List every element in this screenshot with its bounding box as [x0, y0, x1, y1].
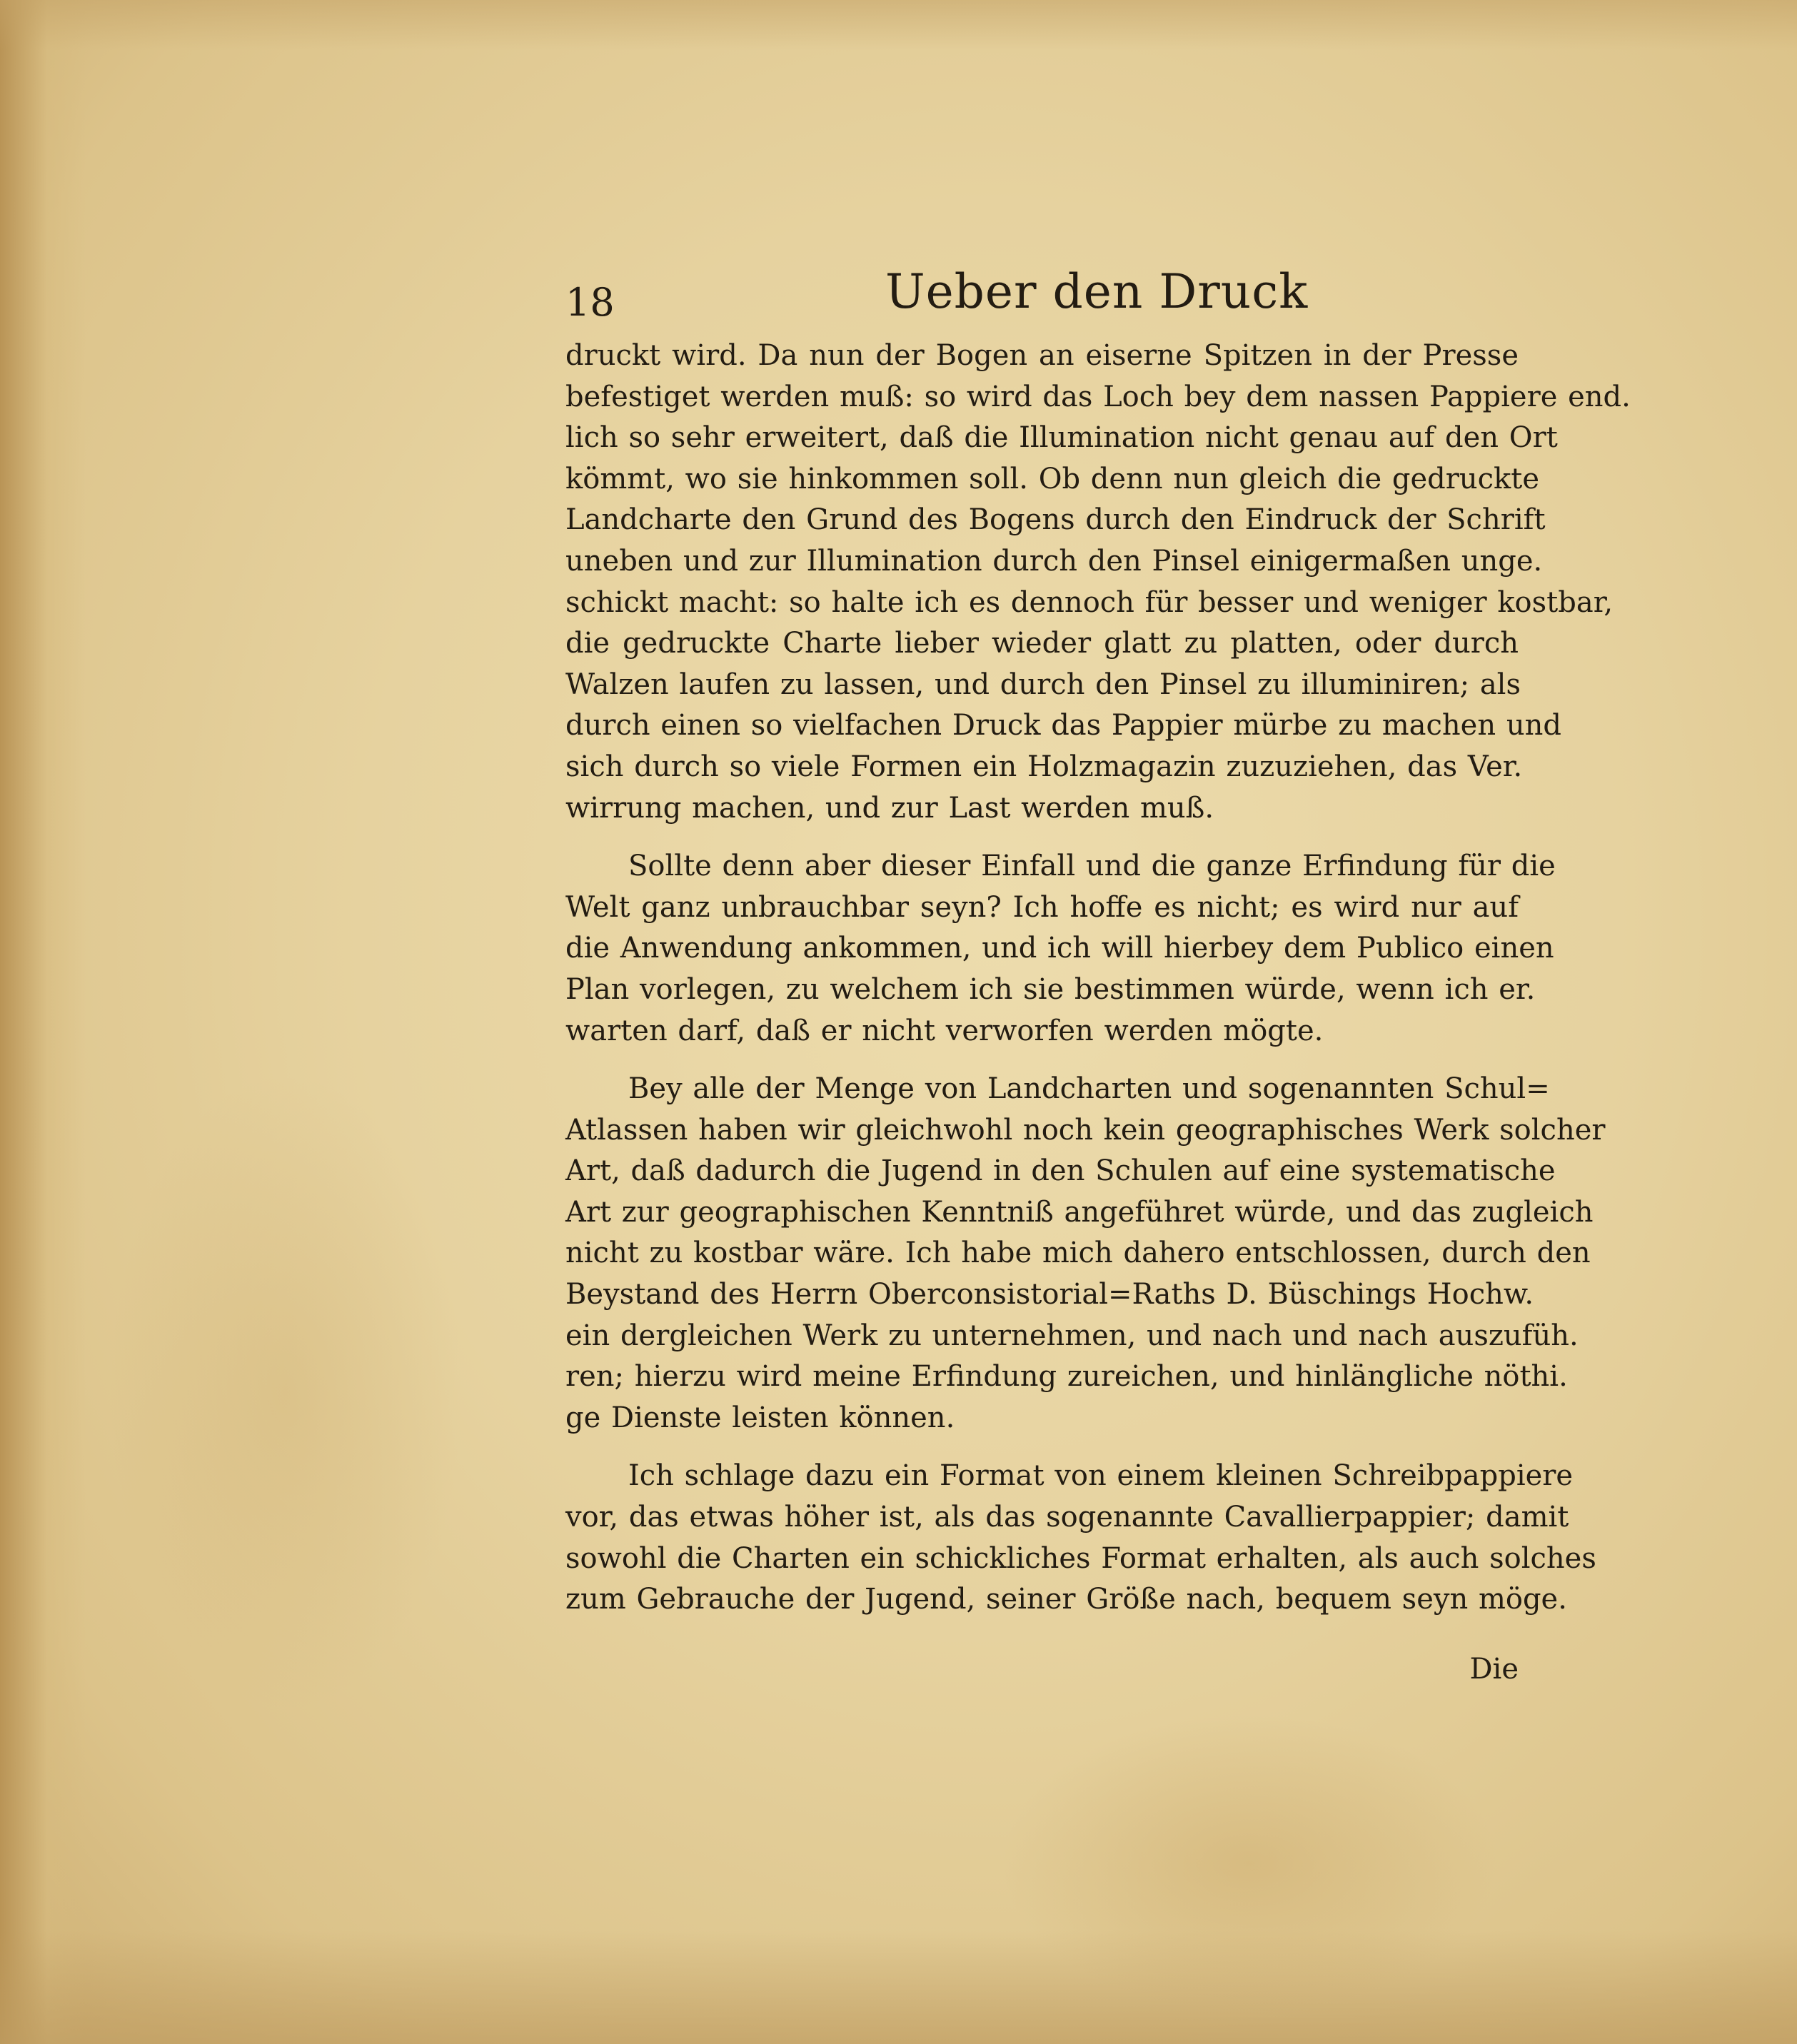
- text-block: [565, 264, 1631, 1686]
- paper-edge-top: [0, 0, 1797, 50]
- text-line: Art, daß dadurch die Jugend in den Schulen auf eine systematische: [565, 1154, 1556, 1188]
- catchword: Die: [1469, 1653, 1519, 1686]
- text-line: Landcharte den Grund des Bogens durch den Eindruck der Schrift: [565, 503, 1546, 537]
- paragraph: [565, 846, 1556, 1052]
- text-line: ren; hierzu wird meine Erfindung zureichen, und hinlängliche nöthi.: [565, 1360, 1568, 1394]
- text-line: lich so sehr erweitert, daß die Illumination nicht genau auf den Ort: [565, 421, 1558, 455]
- text-line: nicht zu kostbar wäre. Ich habe mich dahero entschlossen, durch den: [565, 1237, 1591, 1270]
- text-line: die gedruckte Charte lieber wieder glatt zu platten, oder durch: [565, 627, 1519, 660]
- text-line: druckt wird. Da nun der Bogen an eiserne Spitzen in der Presse: [565, 339, 1519, 372]
- text-line: ge Dienste leisten können.: [565, 1401, 955, 1434]
- text-line: die Anwendung ankommen, und ich will hierbey dem Publico einen: [565, 932, 1554, 965]
- text-line: Ich schlage dazu ein Format von einem kleinen Schreibpappiere: [628, 1459, 1574, 1493]
- text-line: kömmt, wo sie hinkommen soll. Ob denn nun gleich die gedruckte: [565, 462, 1540, 495]
- text-line: zum Gebrauche der Jugend, seiner Größe nach, bequem seyn möge.: [565, 1583, 1567, 1616]
- page-number: 18: [565, 280, 615, 325]
- text-line: Welt ganz unbrauchbar seyn? Ich hoffe es nicht; es wird nur auf: [565, 890, 1519, 924]
- text-line: uneben und zur Illumination durch den Pinsel einigermaßen unge.: [565, 544, 1543, 578]
- paragraph: [565, 336, 1631, 829]
- paragraph-gap: [565, 1439, 1519, 1456]
- text-line: schickt macht: so halte ich es dennoch für besser und weniger kostbar,: [565, 585, 1614, 619]
- text-line: Beystand des Herrn Oberconsistorial=Raths D. Büschings Hochw.: [565, 1278, 1534, 1312]
- text-line: wirrung machen, und zur Last werden muß.: [565, 791, 1214, 825]
- text-line: durch einen so vielfachen Druck das Pappier mürbe zu machen und: [565, 709, 1561, 742]
- paragraph-gap: [565, 829, 1519, 846]
- text-line: warten darf, daß er nicht verworfen werden mögte.: [565, 1014, 1324, 1047]
- page-title: Ueber den Druck: [885, 264, 1309, 319]
- text-line: sich durch so viele Formen ein Holzmagazin zuzuziehen, das Ver.: [565, 750, 1523, 783]
- text-line: sowohl die Charten ein schickliches Format erhalten, als auch solches: [565, 1541, 1596, 1575]
- body-text: [565, 336, 1631, 1621]
- text-line: Bey alle der Menge von Landcharten und sogenannten Schul=: [628, 1072, 1550, 1106]
- text-line: Walzen laufen zu lassen, und durch den Pinsel zu illuminiren; als: [565, 668, 1521, 701]
- paragraph-gap: [565, 1052, 1519, 1069]
- text-line: Atlassen haben wir gleichwohl noch kein geographisches Werk solcher: [565, 1113, 1606, 1147]
- paragraph: [565, 1069, 1606, 1439]
- text-line: Plan vorlegen, zu welchem ich sie bestimmen würde, wenn ich er.: [565, 972, 1536, 1006]
- text-line: ein dergleichen Werk zu unternehmen, und nach und nach auszufüh.: [565, 1319, 1579, 1352]
- paper-stain: [1000, 1713, 1499, 2013]
- paragraph: [565, 1456, 1596, 1620]
- text-line: Sollte denn aber dieser Einfall und die ganze Erfindung für die: [628, 850, 1556, 883]
- paper-stain: [107, 1071, 464, 1713]
- text-line: vor, das etwas höher ist, als das sogenannte Cavallierpappier; damit: [565, 1501, 1569, 1534]
- text-line: Art zur geographischen Kenntniß angeführet würde, und das zugleich: [565, 1195, 1594, 1229]
- paper-edge-left: [0, 0, 86, 2044]
- text-line: befestiget werden muß: so wird das Loch bey dem nassen Pappiere end.: [565, 380, 1631, 413]
- paper-edge-bottom: [0, 1930, 1797, 2044]
- running-head: [565, 264, 1519, 336]
